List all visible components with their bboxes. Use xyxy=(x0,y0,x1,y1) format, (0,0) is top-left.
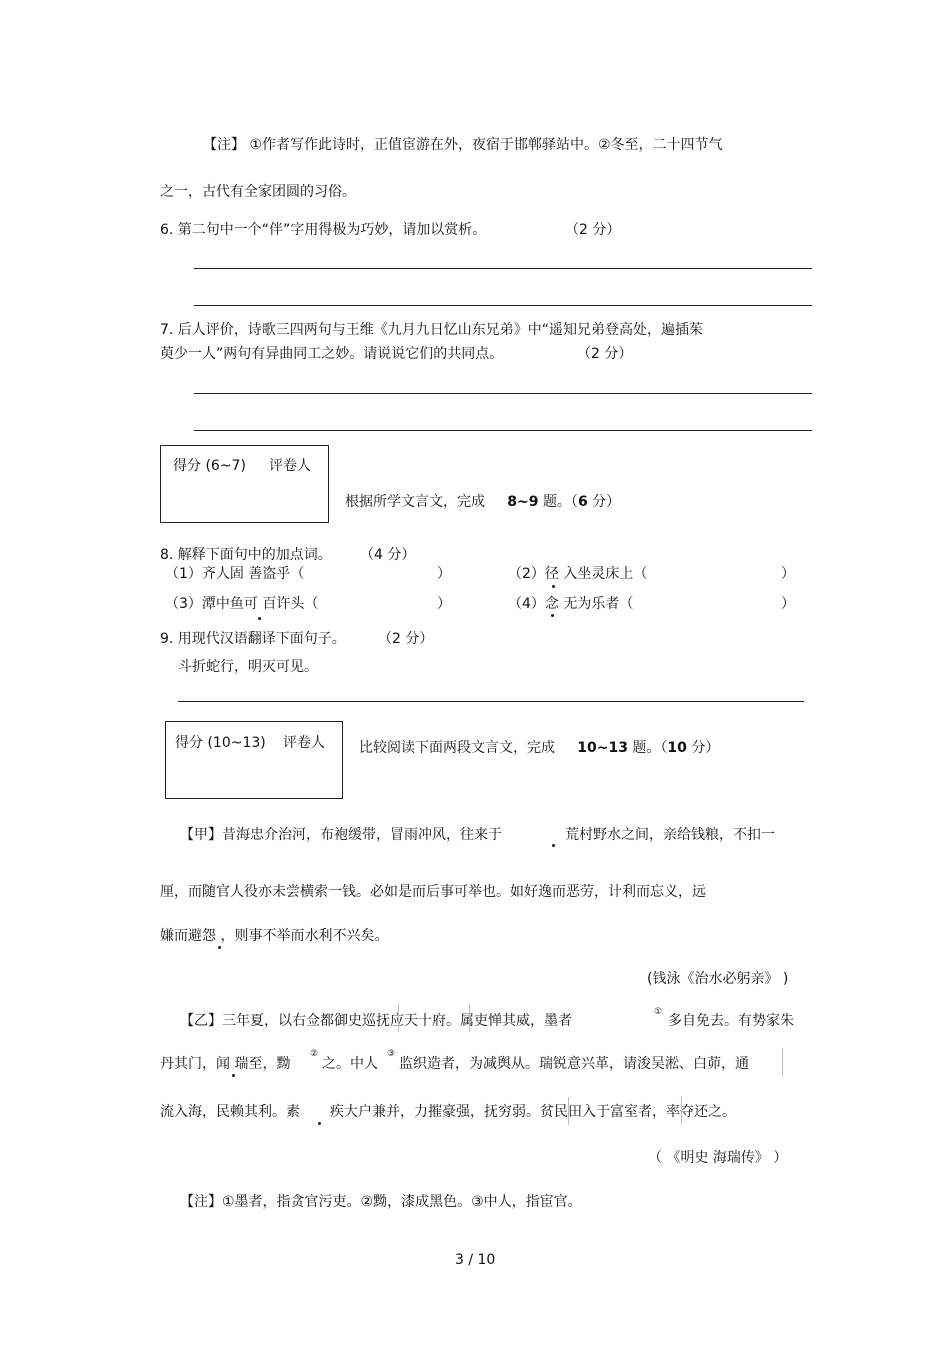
q7-answer-line-2[interactable] xyxy=(194,430,812,431)
q8-item-4: （4）念 无为乐者（ xyxy=(508,596,634,612)
emphasis-dot xyxy=(551,614,554,617)
emphasis-dot xyxy=(232,1074,235,1077)
passage-b-line3a: 流入海，民赖其利。素 xyxy=(160,1104,300,1120)
passage-b-line2a: 丹其门，闻 瑞至，黝 xyxy=(160,1056,291,1072)
scan-mark xyxy=(568,1097,569,1125)
footnote-marker-1: ① xyxy=(654,1007,663,1017)
q8-score: （4 分） xyxy=(360,547,416,563)
q6-answer-line-1[interactable] xyxy=(194,268,812,269)
passage-a-line1b: 荒村野水之间，亲给钱粮，不扣一 xyxy=(565,827,775,843)
section2-instruction: 比较阅读下面两段文言文，完成 10~13 题。（10 分） xyxy=(359,740,720,756)
scan-mark xyxy=(782,1048,783,1076)
q7-line2: 萸少一人”两句有异曲同工之妙。请说说它们的共同点。 xyxy=(160,346,504,362)
section1-instruction: 根据所学文言文，完成 8~9 题。（6 分） xyxy=(345,494,621,510)
q8-item-3: （3）潭中鱼可 百许头（ xyxy=(165,596,319,612)
passage-b-line2b: 之。中人 xyxy=(322,1056,378,1072)
note1-line2: 之一，古代有全家团圆的习俗。 xyxy=(160,184,356,200)
passage-a-source: (钱泳《治水必躬亲》 ) xyxy=(647,971,789,987)
q8-item-1-close: ） xyxy=(437,566,451,582)
q8-item-4-close: ） xyxy=(781,596,795,612)
emphasis-dot xyxy=(258,617,261,620)
q6-text: 6. 第二句中一个“伴”字用得极为巧妙，请加以赏析。 xyxy=(160,222,487,238)
q7-score: （2 分） xyxy=(577,346,633,362)
footnote-marker-3: ③ xyxy=(387,1049,396,1059)
q6-score: （2 分） xyxy=(565,222,621,238)
note1-line1: 【注】 ①作者写作此诗时，正值宦游在外，夜宿于邯郸驿站中。②冬至，二十四节气 xyxy=(203,137,723,153)
emphasis-dot xyxy=(218,946,221,949)
page-number: 3 / 10 xyxy=(455,1252,496,1268)
emphasis-dot xyxy=(318,1122,321,1125)
q6-answer-line-2[interactable] xyxy=(194,305,812,306)
q9-sentence: 斗折蛇行，明灭可见。 xyxy=(178,659,318,675)
q8-item-3-close: ） xyxy=(437,596,451,612)
q8-item-1: （1）齐人固 善盗乎（ xyxy=(165,566,305,582)
q7-answer-line-1[interactable] xyxy=(194,393,812,394)
q8-item-2: （2）径 入坐灵床上（ xyxy=(508,566,648,582)
q9-text: 9. 用现代汉语翻译下面句子。 xyxy=(160,631,346,647)
q7-line1: 7. 后人评价，诗歌三四两句与王维《九月九日忆山东兄弟》中“遥知兄弟登高处，遍插茱 xyxy=(160,322,704,338)
passage-b-line2c: 监织造者，为减舆从。瑞锐意兴革，请浚吴淞、白茆，通 xyxy=(399,1056,749,1072)
q8-item-2-close: ） xyxy=(781,566,795,582)
passage-b-line3b: 疾大户兼并，力摧豪强，抚穷弱。贫民田入于富室者，率夺还之。 xyxy=(330,1104,736,1120)
scan-mark xyxy=(398,1004,399,1032)
q8-text: 8. 解释下面句中的加点词。 xyxy=(160,547,332,563)
q9-answer-line[interactable] xyxy=(178,701,804,702)
note2: 【注】①墨者，指贪官污吏。②黝，漆成黑色。③中人，指宦官。 xyxy=(180,1194,582,1210)
emphasis-dot xyxy=(552,585,555,588)
score-label: 得分 (10~13) xyxy=(175,735,266,751)
passage-a-line1a: 【甲】昔海忠介治河，布袍缓带，冒雨冲风，往来于 xyxy=(180,827,502,843)
grader-label: 评卷人 xyxy=(269,458,311,474)
passage-b-line1b: 多自免去。有势家朱 xyxy=(668,1013,794,1029)
scan-mark xyxy=(469,1004,470,1032)
passage-b-source: （ 《明史 海瑞传》 ） xyxy=(648,1150,788,1166)
q9-score: （2 分） xyxy=(378,631,434,647)
passage-a-line3: 嫌而避怨 ，则事不举而水利不兴矣。 xyxy=(160,928,389,944)
score-box-6-7 xyxy=(160,445,329,523)
passage-a-line2: 厘，而随官人役亦未尝横索一钱。必如是而后事可举也。如好逸而恶劳，计利而忘义，远 xyxy=(160,884,706,900)
emphasis-dot xyxy=(552,844,555,847)
score-label: 得分 (6~7) xyxy=(173,458,246,474)
score-box-10-13 xyxy=(165,721,343,799)
grader-label: 评卷人 xyxy=(283,735,325,751)
footnote-marker-2: ② xyxy=(310,1049,319,1059)
passage-b-line1a: 【乙】三年夏，以右佥都御史巡抚应天十府。属吏惮其威，墨者 xyxy=(180,1013,572,1029)
scan-mark xyxy=(681,1097,682,1125)
